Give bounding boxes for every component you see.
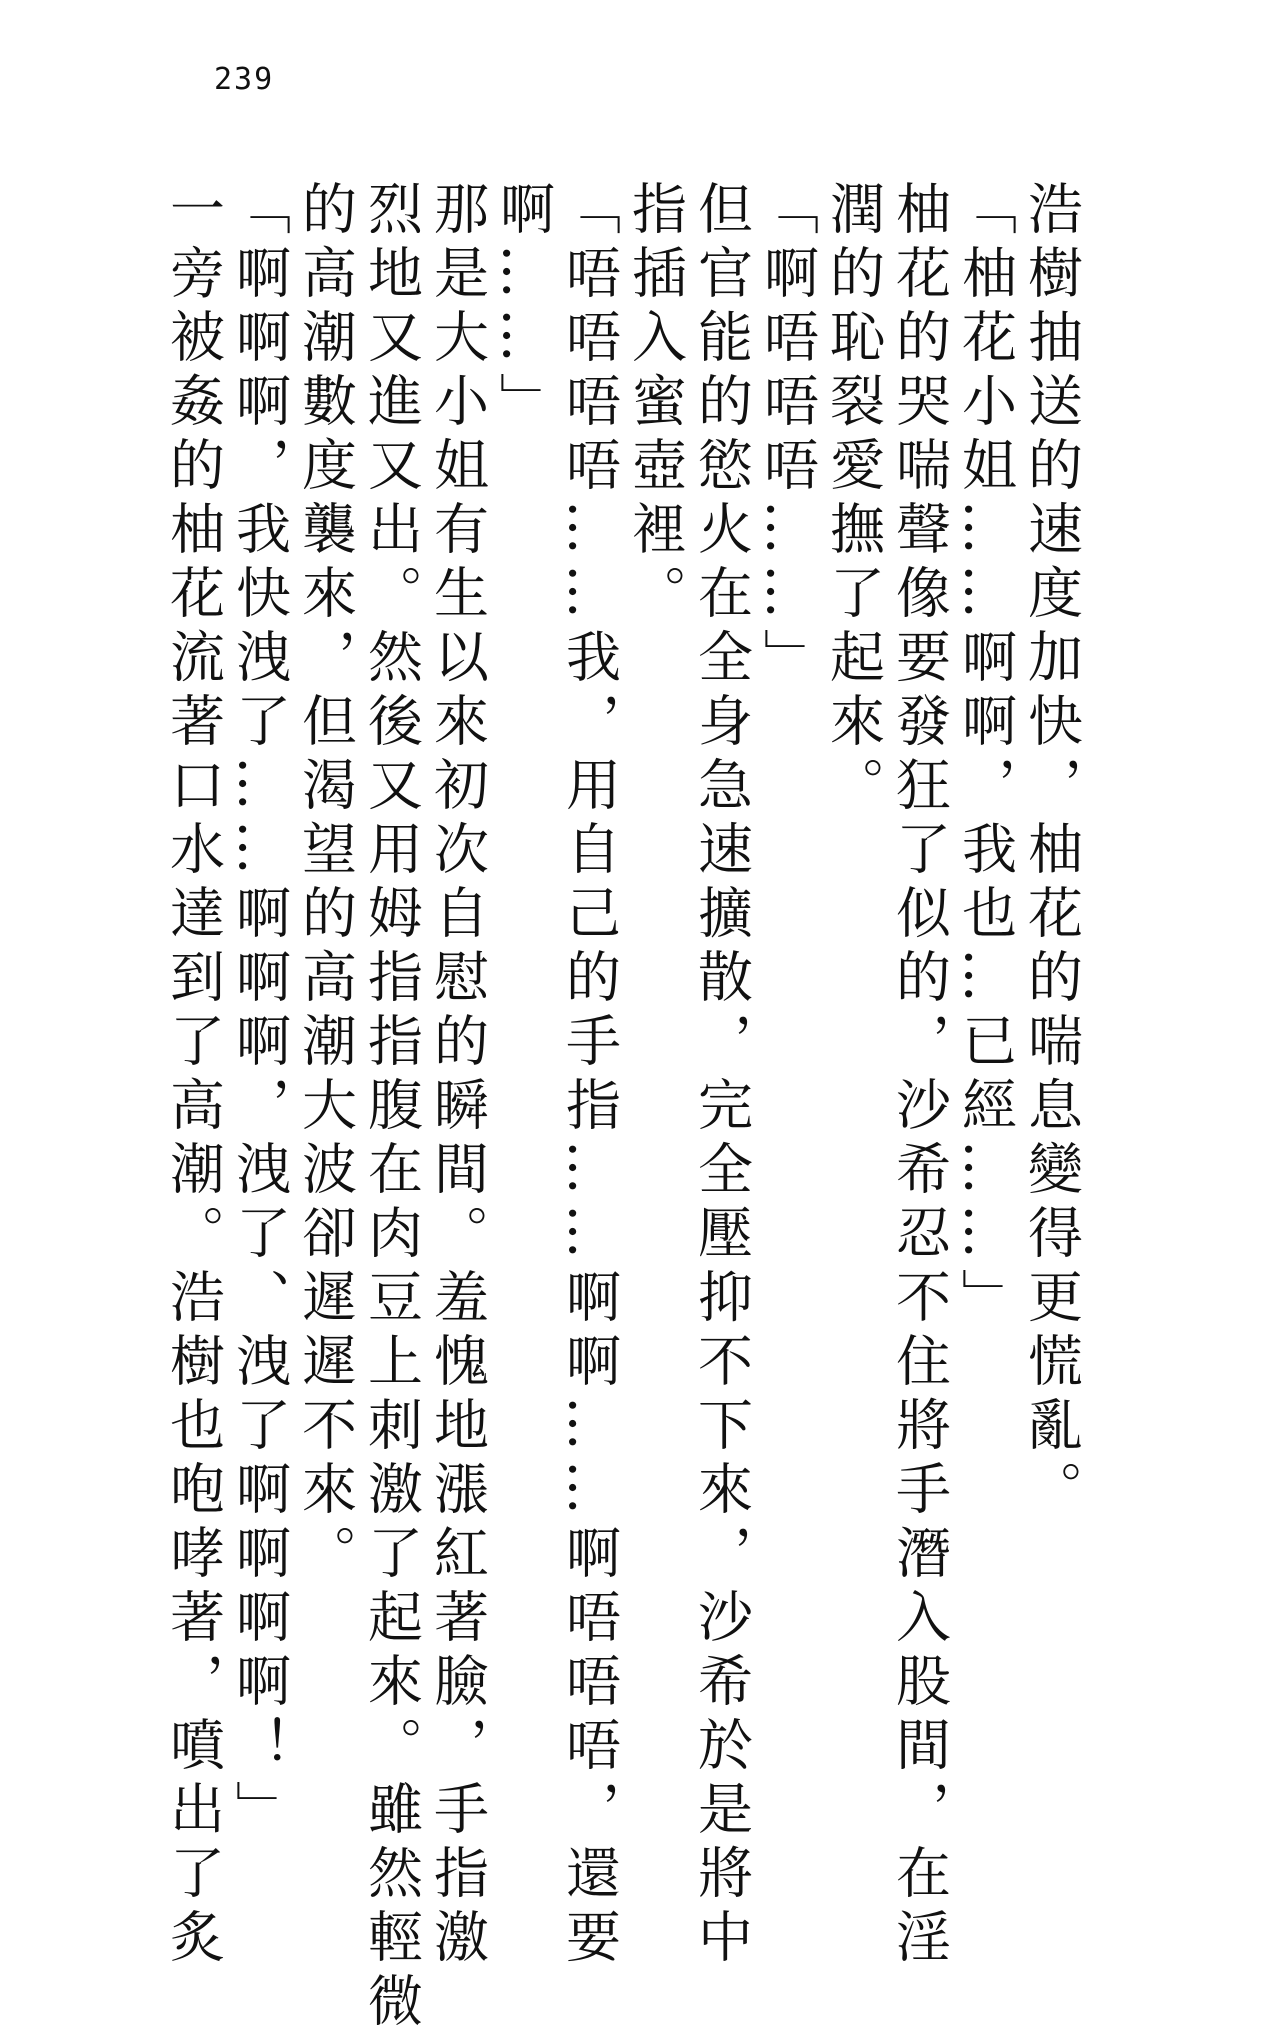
text-column: 「啊唔唔唔……」 (755, 180, 819, 692)
text-column: 「唔唔唔唔……我，用自己的手指……啊啊……啊唔唔唔，還要 (557, 180, 621, 1972)
body-text (160, 180, 1084, 2036)
text-column: 潤的恥裂愛撫了起來。 (821, 180, 885, 820)
text-column: 柚花的哭喘聲像要發狂了似的，沙希忍不住將手潛入股間，在淫 (887, 180, 951, 1972)
page-number: 239 (214, 62, 275, 97)
text-column: 「啊啊啊，我快洩了……啊啊啊，洩了、洩了啊啊啊啊！」 (227, 180, 291, 1844)
text-column: 浩樹抽送的速度加快，柚花的喘息變得更慌亂。 (1019, 180, 1083, 1524)
text-column: 的高潮數度襲來，但渴望的高潮大波卻遲遲不來。 (293, 180, 357, 1588)
text-column: 那是大小姐有生以來初次自慰的瞬間。羞愧地漲紅著臉，手指激 (425, 180, 489, 1972)
text-column: 一旁被姦的柚花流著口水達到了高潮。浩樹也咆哮著，噴出了炙 (161, 180, 225, 1972)
text-column: 指插入蜜壺裡。 (623, 180, 687, 628)
text-column: 烈地又進又出。然後又用姆指指腹在肉豆上刺激了起來。雖然輕微 (359, 180, 423, 2036)
text-column: 「柚花小姐……啊啊，我也…已經……」 (953, 180, 1017, 1332)
text-column: 但官能的慾火在全身急速擴散，完全壓抑不下來，沙希於是將中 (689, 180, 753, 1972)
text-column: 啊……」 (491, 180, 555, 436)
